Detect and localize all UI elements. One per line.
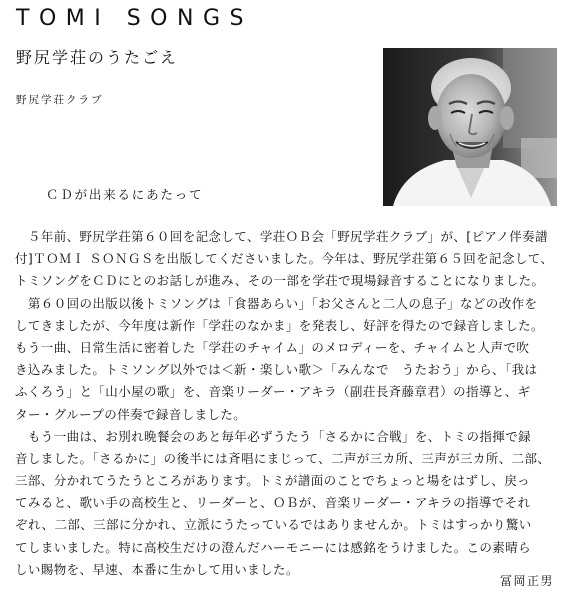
article-line: てしまいました。特に高校生だけの澄んだハーモニーには感銘をうけました。この素晴ら: [15, 539, 532, 555]
article-line: ター・グループの伴奏で録音しました。: [15, 406, 247, 422]
article-line: 三部、分かれてうたうところがあります。トミが譜面のことでちょっと場をはずし、戻っ: [15, 473, 531, 489]
author-signature: 冨岡正男: [499, 574, 554, 588]
article-heading: ＣＤが出来るにあたって: [46, 187, 204, 202]
article-line: てみると、歌い手の高校生と、リーダーと、ＯＢが、音楽リーダー・アキラの指導でそれ: [15, 495, 531, 511]
article-line: トミソングをＣＤにとのお話しが進み、その一部を学荘で現場録音することになりました。: [15, 273, 545, 289]
page-title: TOMI SONGS: [16, 6, 253, 31]
portrait-photo: [383, 48, 557, 206]
article-line: き込みました。トミソング以外では＜新・楽しい歌＞「みんなで うたおう」から、「我は: [15, 362, 538, 378]
article-line: してきましたが、今年度は新作「学荘のなかま」を発表し、好評を得たので録音しました。: [15, 317, 544, 333]
article-line: 音しました。「さるかに」の後半には斉唱にまじって、二声が三カ所、三声が三カ所、二部、: [15, 450, 551, 466]
article-line: ふくろう」と「山小屋の歌」を、音楽リーダー・アキラ（副荘長斉藤章君）の指導と、ギ: [15, 384, 531, 400]
page-subtitle: 野尻学荘のうたごえ: [16, 48, 179, 67]
article-line: 第６０回の出版以後トミソングは「食器あらい」「お父さんと二人の息子」などの改作を: [15, 295, 538, 311]
organization-name: 野尻学荘クラブ: [16, 94, 104, 106]
article-line: ぞれ、二部、三部に分かれ、立派にうたっているではありませんか。トミはすっかり驚い: [15, 517, 532, 533]
article-line: もう一曲は、お別れ晩餐会のあと毎年必ずうたう「さるかに合戦」を、トミの指揮で録: [15, 428, 532, 444]
article-line: しい賜物を、早速、本番に生かして用いました。: [15, 561, 299, 577]
article-body: [15, 226, 560, 581]
article-line: もう一曲、日常生活に密着した「学荘のチャイム」のメロディーを、チャイムと人声で吹: [15, 339, 530, 355]
article-line: ５年前、野尻学荘第６０回を記念して、学荘ＯＢ会「野尻学荘クラブ」が、[ピアノ伴奏譜: [15, 229, 548, 244]
article-line: 付]ＴＯＭＩ ＳＯＮＧＳを出版してくださいました。今年は、野尻学荘第６５回を記念して、: [15, 251, 554, 267]
